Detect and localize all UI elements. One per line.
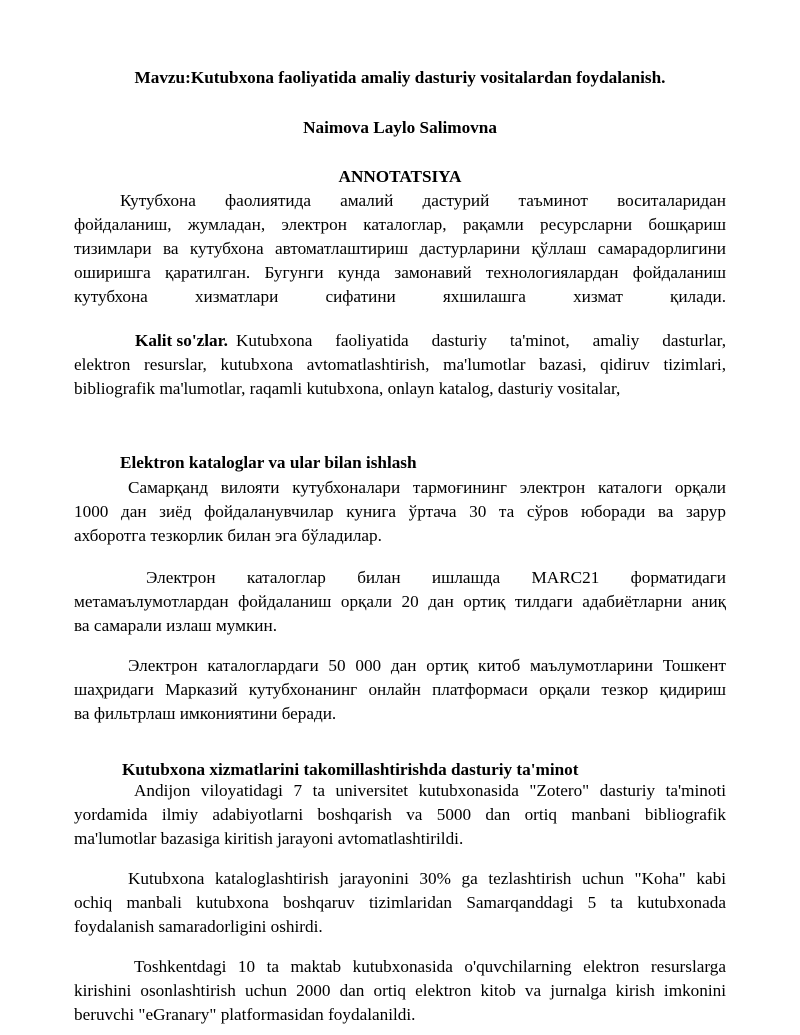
author-name: Naimova Laylo Salimovna bbox=[303, 118, 497, 137]
topic-title: Mavzu:Kutubxona faoliyatida amaliy dasturiy vositalardan foydalanish. bbox=[134, 68, 666, 87]
keywords-line: bibliografik ma'lumotlar, raqamli kutubxona, onlayn katalog, dasturiy vositalar, bbox=[74, 379, 621, 398]
paragraph-line: yordamida ilmiy adabiyotlarni boshqarish va 5000 dan ortiq manbani bibliografik bbox=[74, 805, 726, 824]
keywords-text: Kutubxona faoliyatida dasturiy ta'minot, amaliy dasturlar, bbox=[235, 331, 726, 350]
paragraph-line: ва самарали излаш мумкин. bbox=[74, 616, 278, 635]
annotation-line: фойдаланиш, жумладан, электрон каталоглар, рақамли ресурсларни бошқариш bbox=[74, 215, 726, 234]
section-heading-services: Kutubxona xizmatlarini takomillashtirishda dasturiy ta'minot bbox=[122, 760, 579, 779]
paragraph-line: метамаълумотлардан фойдаланиш орқали 20 дан ортиқ тилдаги адабиётларни аниқ bbox=[74, 592, 726, 611]
annotation-line: Кутубхона фаолиятида амалий дастурий таъминот воситаларидан bbox=[120, 191, 726, 210]
paragraph-line: Kutubxona kataloglashtirish jarayonini 30% ga tezlashtirish uchun "Koha" kabi bbox=[128, 869, 726, 888]
section-heading-catalogs: Elektron kataloglar va ular bilan ishlash bbox=[120, 453, 417, 472]
paragraph-line: Электрон каталоглардаги 50 000 дан ортиқ китоб маълумотларини Тошкент bbox=[128, 656, 726, 675]
paragraph-line: ochiq manbali kutubxona boshqaruv tizimlaridan Samarqanddagi 5 ta kutubxonada bbox=[74, 893, 726, 912]
keywords-label: Kalit so'zlar. bbox=[135, 331, 228, 350]
paragraph-line: 1000 дан зиёд фойдаланувчилар кунига ўртача 30 та сўров юборади ва зарур bbox=[74, 502, 726, 521]
paragraph-line: ma'lumotlar bazasiga kiritish jarayoni avtomatlashtirildi. bbox=[74, 829, 464, 848]
keywords-line-first bbox=[135, 329, 726, 353]
paragraph-line: Самарқанд вилояти кутубхоналари тармоғининг электрон каталоги орқали bbox=[128, 478, 726, 497]
paragraph-line: beruvchi "eGranary" platformasidan foydalanildi. bbox=[74, 1005, 416, 1024]
annotation-heading: ANNOTATSIYA bbox=[338, 167, 462, 186]
paragraph-line: Andijon viloyatidagi 7 ta universitet kutubxonasida "Zotero" dasturiy ta'minoti bbox=[134, 781, 726, 800]
annotation-line: оширишга қаратилган. Бугунги кунда замонавий технологиялардан фойдаланиш bbox=[74, 263, 726, 282]
paragraph-line: шаҳридаги Марказий кутубхонанинг онлайн платформаси орқали тезкор қидириш bbox=[74, 680, 726, 699]
paragraph-line: kirishini osonlashtirish uchun 2000 dan ortiq elektron kitob va jurnalga kirish imkonini bbox=[74, 981, 726, 1000]
paragraph-line: ахборотга тезкорлик билан эга бўладилар. bbox=[74, 526, 382, 545]
keywords-line: elektron resurslar, kutubxona avtomatlashtirish, ma'lumotlar bazasi, qidiruv tizimlari, bbox=[74, 355, 726, 374]
paragraph-line: foydalanish samaradorligini oshirdi. bbox=[74, 917, 323, 936]
annotation-line: тизимлари ва кутубхона автоматлаштириш дастурларини қўллаш самарадорлигини bbox=[74, 239, 726, 258]
annotation-line: кутубхона хизматлари сифатини яхшилашга хизмат қилади. bbox=[74, 287, 726, 306]
paragraph-line: ва фильтрлаш имкониятини беради. bbox=[74, 704, 337, 723]
paragraph-line: Toshkentdagi 10 ta maktab kutubxonasida o'quvchilarning elektron resurslarga bbox=[134, 957, 726, 976]
paragraph-line: Электрон каталоглар билан ишлашда MARC21 форматидаги bbox=[146, 568, 726, 587]
